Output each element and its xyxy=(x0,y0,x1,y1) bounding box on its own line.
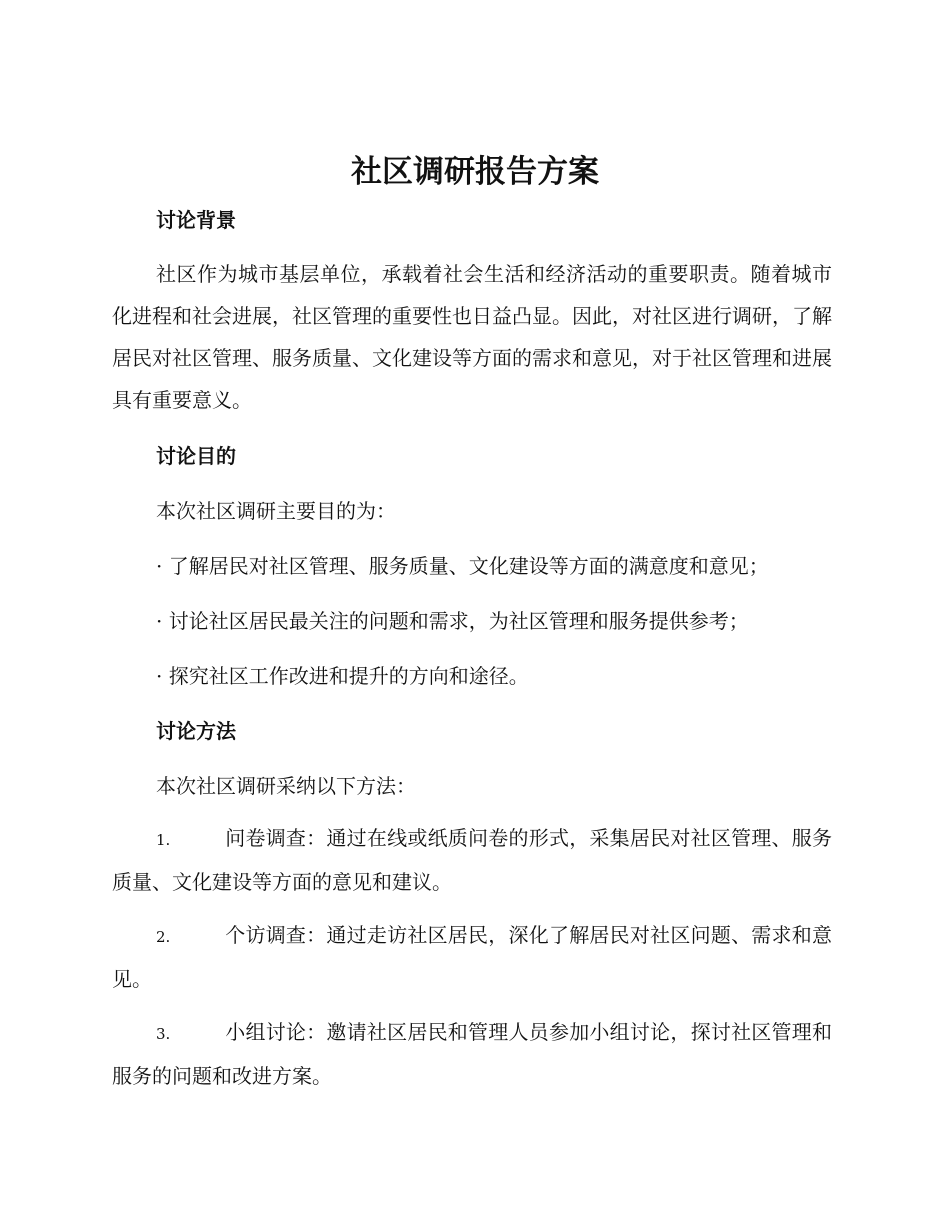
method-intro: 本次社区调研采纳以下方法： xyxy=(156,774,416,798)
section-heading-method: 讨论方法 xyxy=(156,719,236,743)
method-item-number: 3. xyxy=(156,1025,171,1043)
method-item-number: 2. xyxy=(156,928,171,946)
method-item-text: 个访调查：通过走访社区居民，深化了解居民对社区问题、需求和意见。 xyxy=(112,923,832,991)
purpose-bullet-3: · 探究社区工作改进和提升的方向和途径。 xyxy=(156,664,529,688)
method-item-1 xyxy=(112,817,832,903)
purpose-bullet-2: · 讨论社区居民最关注的问题和需求，为社区管理和服务提供参考； xyxy=(156,609,749,633)
method-item-2 xyxy=(112,914,832,1000)
purpose-bullet-1: · 了解居民对社区管理、服务质量、文化建设等方面的满意度和意见； xyxy=(156,554,769,578)
method-item-text: 小组讨论：邀请社区居民和管理人员参加小组讨论，探讨社区管理和服务的问题和改进方案。 xyxy=(112,1020,832,1088)
section-heading-purpose: 讨论目的 xyxy=(156,444,236,468)
section-heading-background: 讨论背景 xyxy=(156,208,236,232)
background-paragraph: 社区作为城市基层单位，承载着社会生活和经济活动的重要职责。随着城市化进程和社会进展，社区管理的重要性也日益凸显。因此，对社区进行调研，了解居民对社区管理、服务质量、文化建设等方面的需求和意见，对于社区管理和进展具有重要意义。 xyxy=(112,262,832,412)
method-item-number: 1. xyxy=(156,831,171,849)
method-item-3 xyxy=(112,1011,832,1097)
purpose-intro: 本次社区调研主要目的为： xyxy=(156,499,396,523)
document-title: 社区调研报告方案 xyxy=(351,154,599,190)
method-item-text: 问卷调查：通过在线或纸质问卷的形式，采集居民对社区管理、服务质量、文化建设等方面的意见和建议。 xyxy=(112,826,832,894)
